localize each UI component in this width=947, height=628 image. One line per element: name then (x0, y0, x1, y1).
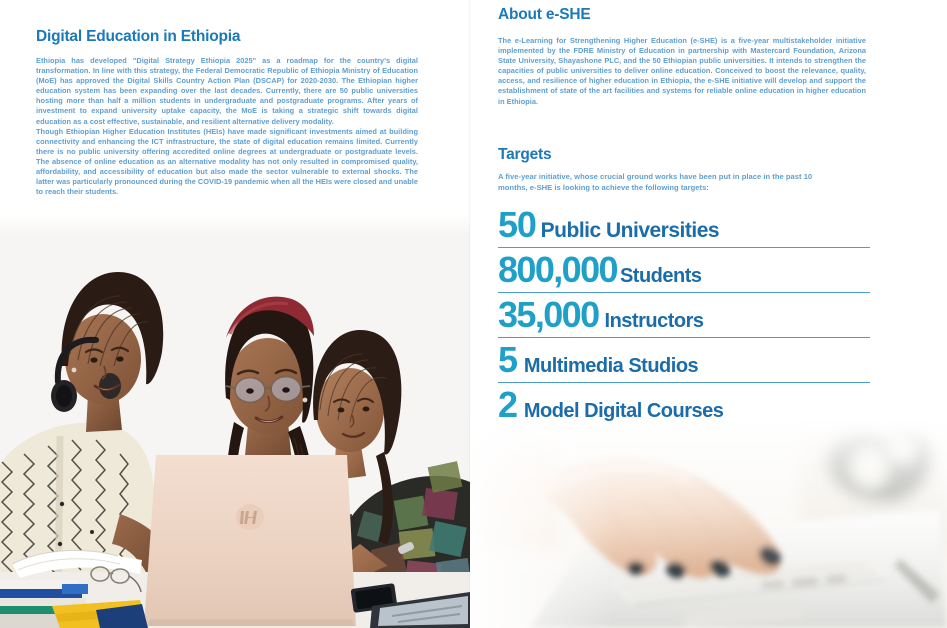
target-number: 5 (498, 339, 517, 380)
page-title: Digital Education in Ethiopia (36, 28, 241, 45)
target-label: Model Digital Courses (523, 400, 724, 422)
left-paragraph-1: Ethiopia has developed "Digital Strategy Ethiopia 2025" as a roadmap for the country's digital transformation. In line with this strategy, the Federal Democratic Republic of Ethiopia Ministry of Education (MoE) has approved the Digital Skills Country Action Plan (DSCAP) for 2020-2030. The Ethiopian higher education system has been expanding over the last decades. Currently, there are 50 public universities hosting more than half a million students in undergraduate and postgraduate programs. After years of investment to expand university uptake capacity, the MoE is taking a strategic shift towards digital education as a cost effective, sustainable, and resilient alternative delivery modality. (36, 56, 418, 126)
target-number: 2 (498, 384, 517, 425)
targets-title: Targets (498, 146, 552, 163)
left-paragraph-2: Though Ethiopian Higher Education Institutes (HEIs) have made significant investments aimed at building connectivity and enhancing the ICT infrastructure, the state of digital education remains limited. Currently there is no public university offering accredited online degrees at undergraduate or postgraduate levels. The absence of online education as an alternative modality has not only resulted in compromised quality, affordability, and accessibility of education but also made the sector vulnerable to external shocks. The latter was particularly pronounced during the COVID-19 pandemic when all the HEIs were closed and unable to reach their students. (36, 126, 418, 197)
target-number: 35,000 (498, 294, 599, 335)
about-section-title-wrap (498, 6, 898, 24)
left-page-title-wrap (36, 28, 436, 46)
target-row (498, 293, 870, 338)
laptop (144, 455, 356, 626)
students-at-laptop-photo (0, 214, 470, 628)
target-row (498, 338, 870, 383)
target-row (498, 203, 870, 248)
target-row (498, 383, 870, 428)
targets-section-title-wrap (498, 146, 798, 164)
left-body-text (36, 56, 418, 197)
target-number: 800,000 (498, 249, 617, 290)
target-label: Instructors (604, 310, 704, 332)
target-label: Students (619, 265, 702, 287)
about-paragraph: The e-Learning for Strengthening Higher Education (e-SHE) is a five-year multistakeholder initiative implemented by the FDRE Ministry of Education in partnership with Mastercard Foundation, Arizona State University, Shayashone PLC, and the 50 Ethiopian public universities. It intends to strengthen the capacities of public universities to deliver online education. Conceived to boost the relevance, quality, access, and resilience of higher education in Ethiopia, the e-SHE initiative will develop and support the establishment of state of the art facilities and systems for reliable online education in higher education in Ethiopia. (498, 36, 866, 106)
left-panel (0, 0, 470, 628)
target-label: Public Universities (540, 219, 720, 242)
target-label: Multimedia Studios (523, 355, 699, 377)
target-number: 50 (498, 204, 536, 245)
targets-intro: A five-year initiative, whose crucial ground works have been put in place in the past 10 months, e-SHE is looking to achieve the following targets: (498, 172, 813, 192)
targets-intro-wrap (498, 172, 838, 193)
targets-list (498, 203, 870, 428)
about-title: About e-SHE (498, 6, 591, 23)
hands-typing-photo (470, 418, 947, 628)
about-body-text (498, 36, 866, 107)
target-row (498, 248, 870, 293)
